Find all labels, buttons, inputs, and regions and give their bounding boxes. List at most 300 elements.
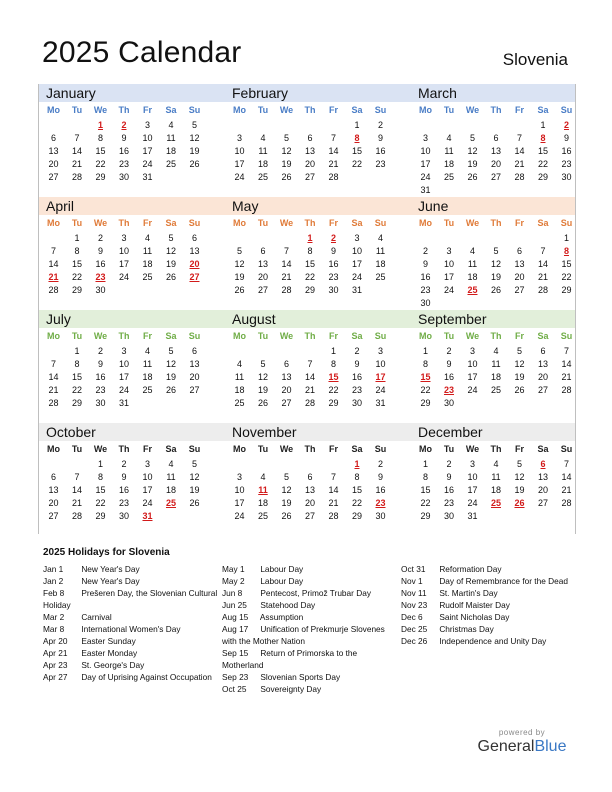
weekday-header: We [465,218,480,228]
weekday-header: Sa [165,105,177,115]
day-cell: 18 [165,485,176,495]
holiday-date-label: Apr 21 [43,648,68,658]
weekday-header: Th [490,444,502,454]
weekday-header: We [279,331,294,341]
month-name: May [232,198,259,214]
weekday-header: Su [560,331,573,341]
day-cell: 17 [234,159,245,169]
day-cell: 3 [236,133,242,143]
day-cell: 21 [328,159,339,169]
day-cell: 12 [514,472,525,482]
day-cell: 5 [283,472,289,482]
day-cell: 22 [328,385,339,395]
day-cell: 24 [142,159,153,169]
day-cell: 18 [257,159,268,169]
day-cell: 3 [121,233,127,243]
day-cell: 8 [422,359,428,369]
day-cell: 14 [48,372,59,382]
day-cell: 11 [258,146,268,156]
holiday-date: 27 [189,272,200,282]
day-cell: 14 [328,146,339,156]
day-cell: 27 [189,385,200,395]
weekday-header: Th [118,331,130,341]
month-row [39,197,575,309]
day-cell: 16 [118,485,129,495]
holiday-date-label: Feb 8 [43,588,65,598]
day-cell: 21 [561,485,572,495]
day-cell: 10 [467,472,478,482]
month-name: April [46,198,75,214]
month-row [39,84,575,196]
day-cell: 28 [561,385,572,395]
day-cell: 28 [561,498,572,508]
powered-by-text: powered by [498,728,546,737]
day-cell: 13 [304,146,315,156]
holiday-date-label: May 2 [222,576,245,586]
weekday-header: Fr [515,105,524,115]
holiday-item [401,623,577,635]
day-cell: 19 [281,159,292,169]
weekday-header: Th [304,331,316,341]
day-cell: 20 [48,498,59,508]
weekday-header: Su [374,218,387,228]
day-cell: 12 [281,485,292,495]
day-cell: 28 [48,285,59,295]
weekday-header: We [465,331,480,341]
day-cell: 29 [71,285,82,295]
day-cell: 10 [118,246,129,256]
day-cell: 25 [443,172,454,182]
day-cell: 27 [537,498,548,508]
day-cell: 11 [166,472,176,482]
day-cell: 3 [446,246,452,256]
day-cell: 24 [118,272,129,282]
weekday-header: Fr [329,218,338,228]
day-cell: 24 [234,172,245,182]
holiday-item [222,623,398,647]
day-cell: 10 [142,133,153,143]
day-cell: 9 [121,472,127,482]
day-cell: 6 [516,246,522,256]
day-cell: 29 [561,285,572,295]
day-cell: 24 [142,498,153,508]
holiday-date: 8 [354,133,360,143]
day-cell: 29 [95,172,106,182]
holiday-item [43,587,219,611]
month-name: July [46,311,71,327]
weekday-header: Tu [443,331,455,341]
holiday-date: 2 [563,120,569,130]
day-cell: 1 [422,459,428,469]
holiday-item [222,611,398,623]
day-cell: 10 [118,359,129,369]
holiday-date: 23 [443,385,454,395]
holiday-item [222,575,398,587]
day-cell: 20 [537,372,548,382]
holiday-date-label: Aug 17 [222,624,249,634]
day-cell: 27 [257,285,268,295]
holiday-item [43,659,219,671]
day-cell: 16 [443,485,454,495]
day-cell: 7 [540,246,546,256]
day-cell: 9 [97,246,103,256]
day-cell: 29 [95,511,106,521]
day-cell: 8 [97,133,103,143]
month-march [414,84,592,196]
day-cell: 30 [443,398,454,408]
day-cell: 27 [48,511,59,521]
day-cell: 10 [142,472,153,482]
day-cell: 31 [375,398,386,408]
day-cell: 18 [257,498,268,508]
holiday-date-label: Jun 8 [222,588,243,598]
day-cell: 9 [121,133,127,143]
holiday-item [43,623,219,635]
holiday-item [43,635,219,647]
day-cell: 26 [514,385,525,395]
day-cell: 9 [354,359,360,369]
day-cell: 21 [48,385,59,395]
day-cell: 12 [165,246,176,256]
weekday-header: Sa [165,444,177,454]
holiday-item [222,587,398,599]
day-cell: 13 [48,485,59,495]
day-cell: 21 [71,498,82,508]
holiday-column-1 [43,563,219,683]
day-cell: 3 [469,459,475,469]
holiday-date: 1 [97,120,103,130]
day-cell: 4 [260,472,266,482]
day-cell: 10 [443,259,454,269]
day-cell: 4 [493,459,499,469]
day-cell: 22 [351,498,362,508]
holiday-date-label: Nov 1 [401,576,423,586]
day-cell: 21 [328,498,339,508]
day-cell: 24 [234,511,245,521]
day-cell: 5 [283,133,289,143]
weekday-header: Mo [419,331,432,341]
day-cell: 28 [71,172,82,182]
weekday-header: Fr [329,444,338,454]
weekday-header: Th [118,218,130,228]
day-cell: 21 [561,372,572,382]
day-cell: 13 [537,472,548,482]
day-cell: 28 [304,398,315,408]
day-cell: 20 [490,159,501,169]
weekday-header: Fr [143,105,152,115]
day-cell: 7 [307,359,313,369]
holiday-name: Rudolf Maister Day [439,600,510,610]
holiday-date-label: Nov 23 [401,600,428,610]
day-cell: 17 [467,485,478,495]
day-cell: 11 [166,133,176,143]
weekday-header: We [279,444,294,454]
day-cell: 22 [561,272,572,282]
day-cell: 4 [144,233,150,243]
day-cell: 19 [165,259,176,269]
day-cell: 11 [375,246,386,256]
day-cell: 30 [351,398,362,408]
day-cell: 13 [189,246,200,256]
holiday-name: Labour Day [260,576,304,586]
day-cell: 25 [257,511,268,521]
weekday-header: Tu [443,218,455,228]
day-cell: 4 [260,133,266,143]
day-cell: 27 [304,172,315,182]
day-cell: 18 [142,259,153,269]
day-cell: 2 [97,233,103,243]
holiday-date: 26 [514,498,525,508]
day-cell: 8 [74,359,80,369]
day-cell: 24 [420,172,431,182]
day-cell: 12 [234,259,245,269]
weekday-header: Tu [71,105,83,115]
holiday-date-label: Jan 1 [43,564,64,574]
weekday-header: Sa [351,218,363,228]
holiday-date: 11 [258,485,268,495]
weekday-header: Fr [515,331,524,341]
holiday-date: 1 [307,233,313,243]
day-cell: 19 [234,272,245,282]
day-cell: 6 [540,346,546,356]
holiday-date-label: Apr 23 [43,660,68,670]
holiday-name: Slovenian Sports Day [260,672,341,682]
weekday-header: Mo [233,105,246,115]
day-cell: 26 [281,172,292,182]
month-july [42,310,220,422]
day-cell: 6 [191,346,197,356]
weekday-header: Mo [47,444,60,454]
holiday-date: 23 [375,498,386,508]
holiday-date-label: Oct 31 [401,564,426,574]
month-name: December [418,424,483,440]
holiday-name: Christmas Day [439,624,494,634]
day-cell: 13 [189,359,200,369]
weekday-header: We [93,218,108,228]
holiday-name: New Year's Day [81,564,140,574]
holiday-name: Day of Remembrance for the Dead [439,576,568,586]
month-name: August [232,311,276,327]
day-cell: 5 [516,346,522,356]
day-cell: 9 [422,259,428,269]
day-cell: 30 [95,398,106,408]
holiday-date-label: Dec 6 [401,612,423,622]
day-cell: 26 [490,285,501,295]
weekday-header: Fr [143,218,152,228]
holiday-name: Day of Uprising Against Occupation [81,672,212,682]
day-cell: 3 [144,120,150,130]
day-cell: 25 [165,159,176,169]
day-cell: 17 [443,272,454,282]
weekday-header: Su [374,444,387,454]
day-cell: 7 [330,133,336,143]
day-cell: 29 [420,398,431,408]
day-cell: 15 [71,259,82,269]
day-cell: 1 [422,346,428,356]
day-cell: 7 [516,133,522,143]
day-cell: 16 [95,372,106,382]
day-cell: 13 [48,146,59,156]
day-cell: 12 [189,133,200,143]
day-cell: 15 [304,259,315,269]
holiday-name: Easter Sunday [81,636,136,646]
day-cell: 28 [71,511,82,521]
month-december [414,423,592,535]
day-cell: 17 [142,485,153,495]
day-cell: 5 [260,359,266,369]
day-cell: 30 [328,285,339,295]
holiday-item [43,563,219,575]
holiday-item [222,671,398,683]
day-cell: 8 [354,472,360,482]
day-cell: 22 [71,385,82,395]
day-cell: 16 [95,259,106,269]
day-cell: 14 [561,472,572,482]
day-cell: 29 [328,398,339,408]
holiday-date: 17 [375,372,386,382]
day-cell: 7 [50,246,56,256]
day-cell: 6 [260,246,266,256]
day-cell: 21 [71,159,82,169]
day-cell: 4 [236,359,242,369]
day-cell: 26 [467,172,478,182]
day-cell: 26 [234,285,245,295]
holiday-name: Unification of Prekmurje Slovenes with the Mother Nation [222,624,385,646]
month-name: October [46,424,96,440]
month-april [42,197,220,309]
day-cell: 3 [377,346,383,356]
day-cell: 4 [469,246,475,256]
weekday-header: We [279,105,294,115]
day-cell: 19 [189,146,200,156]
month-name: January [46,85,96,101]
day-cell: 24 [351,272,362,282]
day-cell: 5 [469,133,475,143]
holiday-date-label: Mar 2 [43,612,65,622]
day-cell: 28 [281,285,292,295]
day-cell: 29 [71,398,82,408]
day-cell: 31 [118,398,129,408]
month-august [228,310,406,422]
day-cell: 3 [469,346,475,356]
day-cell: 17 [420,159,431,169]
weekday-header: Th [304,218,316,228]
day-cell: 1 [354,120,360,130]
day-cell: 18 [234,385,245,395]
holiday-name: Prešeren Day, the Slovenian Cultural Holiday [43,588,218,610]
weekday-header: Sa [165,218,177,228]
weekday-header: Mo [419,105,432,115]
day-cell: 8 [422,472,428,482]
day-cell: 5 [168,346,174,356]
weekday-header: Mo [419,444,432,454]
day-cell: 7 [563,346,569,356]
day-cell: 14 [514,146,525,156]
day-cell: 5 [191,459,197,469]
holiday-item [43,611,219,623]
day-cell: 31 [351,285,362,295]
month-name: February [232,85,289,101]
day-cell: 28 [328,172,339,182]
day-cell: 24 [467,498,478,508]
day-cell: 25 [375,272,386,282]
weekday-header: Mo [233,331,246,341]
day-cell: 18 [490,485,501,495]
day-cell: 30 [118,172,129,182]
month-name: March [418,85,457,101]
day-cell: 23 [328,272,339,282]
day-cell: 22 [537,159,548,169]
day-cell: 9 [377,472,383,482]
day-cell: 20 [48,159,59,169]
weekday-header: Mo [47,105,60,115]
day-cell: 14 [71,485,82,495]
holiday-date: 21 [48,272,59,282]
day-cell: 20 [281,385,292,395]
day-cell: 27 [48,172,59,182]
day-cell: 21 [281,272,292,282]
holiday-date-label: Apr 27 [43,672,68,682]
day-cell: 19 [467,159,478,169]
day-cell: 16 [420,272,431,282]
day-cell: 12 [490,259,501,269]
weekday-header: Fr [515,444,524,454]
day-cell: 22 [351,159,362,169]
day-cell: 7 [50,359,56,369]
day-cell: 8 [74,246,80,256]
day-cell: 27 [281,398,292,408]
day-cell: 29 [537,172,548,182]
day-cell: 16 [328,259,339,269]
holiday-date: 25 [165,498,176,508]
holiday-item [43,647,219,659]
day-cell: 17 [118,259,129,269]
weekday-header: Sa [351,331,363,341]
holiday-name: Sovereignty Day [260,684,322,694]
weekday-header: Th [304,444,316,454]
day-cell: 19 [514,372,525,382]
brand-logo [474,728,570,756]
day-cell: 22 [95,498,106,508]
day-cell: 27 [490,172,501,182]
holiday-item [43,575,219,587]
day-cell: 9 [563,133,569,143]
day-cell: 15 [420,485,431,495]
day-cell: 27 [537,385,548,395]
day-cell: 5 [191,120,197,130]
day-cell: 9 [97,359,103,369]
day-cell: 12 [281,146,292,156]
day-cell: 15 [71,372,82,382]
day-cell: 30 [95,285,106,295]
day-cell: 21 [514,159,525,169]
day-cell: 16 [561,146,572,156]
holiday-item [401,563,577,575]
day-cell: 14 [561,359,572,369]
day-cell: 22 [420,498,431,508]
holiday-name: New Year's Day [81,576,140,586]
weekday-header: Tu [71,444,83,454]
day-cell: 18 [490,372,501,382]
day-cell: 26 [281,511,292,521]
day-cell: 11 [234,372,245,382]
day-cell: 20 [537,485,548,495]
day-cell: 14 [537,259,548,269]
month-february [228,84,406,196]
weekday-header: Su [560,105,573,115]
day-cell: 25 [257,172,268,182]
weekday-header: We [93,444,108,454]
